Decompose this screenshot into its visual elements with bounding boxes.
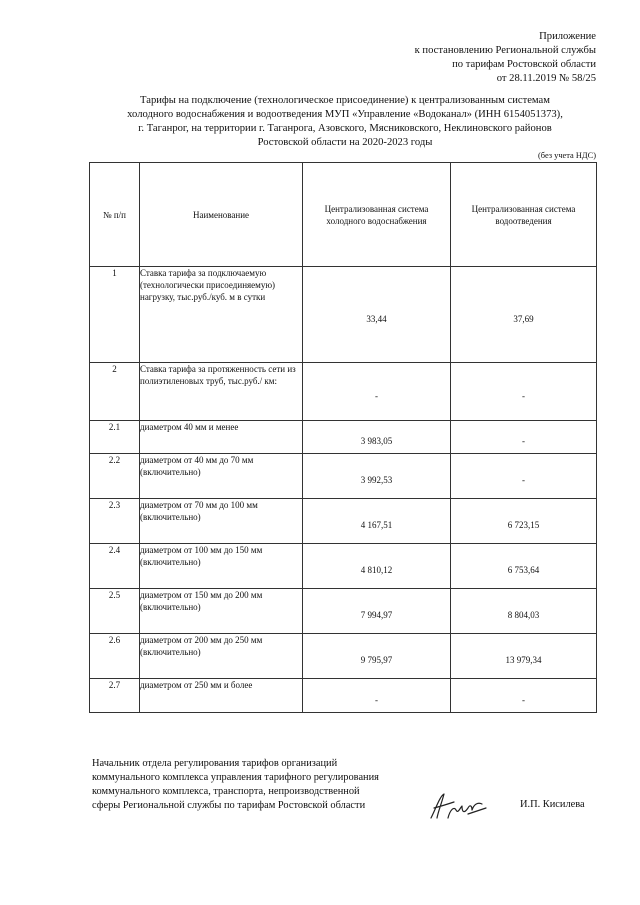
water-tariff-value bbox=[303, 589, 451, 634]
handwritten-signature bbox=[428, 788, 490, 824]
position-line: сферы Региональной службы по тарифам Ростовской области bbox=[92, 800, 366, 811]
sewer-tariff-value-text: - bbox=[522, 436, 525, 446]
header-name: Наименование bbox=[140, 163, 303, 267]
table-row bbox=[90, 544, 597, 589]
water-tariff-value bbox=[303, 454, 451, 499]
table-row bbox=[90, 634, 597, 679]
position-line: коммунального комплекса, транспорта, непроизводственной bbox=[92, 786, 360, 797]
table-header-row bbox=[90, 163, 597, 267]
sewer-tariff-value-text: - bbox=[522, 390, 525, 401]
position-line: Начальник отдела регулирования тарифов организаций bbox=[92, 758, 338, 769]
sewer-tariff-value-text: 8 804,03 bbox=[507, 610, 540, 620]
row-name: Ставка тарифа за подключаемую (технологически присоединяемую) нагрузку, тыс.руб./куб. м в сутки bbox=[140, 267, 303, 363]
sewer-tariff-value-text: - bbox=[522, 694, 525, 705]
water-tariff-value bbox=[303, 363, 451, 421]
signature-position bbox=[92, 757, 379, 813]
sewer-tariff-value bbox=[451, 544, 597, 589]
row-number: 1 bbox=[90, 267, 140, 363]
appendix-heading bbox=[415, 30, 596, 86]
water-tariff-value-text: 4 810,12 bbox=[360, 565, 393, 575]
table-row bbox=[90, 267, 597, 363]
title-line: г. Таганрог, на территории г. Таганрога, Азовского, Мясниковского, Неклиновского районов bbox=[138, 123, 552, 134]
sewer-tariff-value bbox=[451, 421, 597, 454]
row-number: 2.3 bbox=[90, 499, 140, 544]
water-tariff-value-text: - bbox=[375, 694, 378, 705]
header-water: Централизованная система холодного водоснабжения bbox=[303, 163, 451, 267]
header-sewer: Централизованная система водоотведения bbox=[451, 163, 597, 267]
sewer-tariff-value-text: 6 753,64 bbox=[507, 565, 540, 575]
title-line: Ростовской области на 2020-2023 годы bbox=[257, 137, 433, 148]
vat-note: (без учета НДС) bbox=[538, 151, 596, 160]
water-tariff-value bbox=[303, 679, 451, 713]
row-name: Ставка тарифа за протяженность сети из полиэтиленовых труб, тыс.руб./ км: bbox=[140, 363, 303, 421]
water-tariff-value-text: 33,44 bbox=[366, 313, 387, 324]
row-name: диаметром от 70 мм до 100 мм (включительно) bbox=[140, 499, 303, 544]
title-line: Тарифы на подключение (технологическое присоединение) к централизованным системам bbox=[140, 95, 550, 106]
water-tariff-value-text: 4 167,51 bbox=[360, 520, 393, 530]
water-tariff-value bbox=[303, 421, 451, 454]
water-tariff-value-text: 9 795,97 bbox=[360, 655, 393, 665]
row-name: диаметром от 200 мм до 250 мм (включительно) bbox=[140, 634, 303, 679]
row-number: 2.7 bbox=[90, 679, 140, 713]
row-name: диаметром от 100 мм до 150 мм (включительно) bbox=[140, 544, 303, 589]
row-name: диаметром от 40 мм до 70 мм (включительно) bbox=[140, 454, 303, 499]
row-number: 2.1 bbox=[90, 421, 140, 454]
sewer-tariff-value bbox=[451, 634, 597, 679]
water-tariff-value-text: 3 992,53 bbox=[360, 475, 393, 485]
sewer-tariff-value bbox=[451, 679, 597, 713]
table-row bbox=[90, 454, 597, 499]
sewer-tariff-value bbox=[451, 589, 597, 634]
table-row bbox=[90, 679, 597, 713]
table-row bbox=[90, 589, 597, 634]
appendix-line: от 28.11.2019 № 58/25 bbox=[496, 73, 596, 84]
signer-name: И.П. Кисилева bbox=[520, 799, 585, 810]
water-tariff-value-text: - bbox=[375, 390, 378, 401]
row-name: диаметром от 150 мм до 200 мм (включительно) bbox=[140, 589, 303, 634]
sewer-tariff-value bbox=[451, 454, 597, 499]
row-number: 2.4 bbox=[90, 544, 140, 589]
water-tariff-value bbox=[303, 544, 451, 589]
row-number: 2.2 bbox=[90, 454, 140, 499]
sewer-tariff-value-text: 37,69 bbox=[513, 313, 534, 324]
sewer-tariff-value bbox=[451, 267, 597, 363]
table-row bbox=[90, 499, 597, 544]
row-number: 2.6 bbox=[90, 634, 140, 679]
water-tariff-value-text: 3 983,05 bbox=[360, 436, 393, 446]
row-number: 2 bbox=[90, 363, 140, 421]
water-tariff-value bbox=[303, 267, 451, 363]
sewer-tariff-value-text: 13 979,34 bbox=[505, 655, 542, 665]
position-line: коммунального комплекса управления тарифного регулирования bbox=[92, 772, 379, 783]
row-name: диаметром 40 мм и менее bbox=[140, 421, 303, 454]
appendix-line: к постановлению Региональной службы bbox=[414, 45, 596, 56]
appendix-line: по тарифам Ростовской области bbox=[452, 59, 596, 70]
sewer-tariff-value-text: - bbox=[522, 475, 525, 485]
tariff-table bbox=[89, 162, 597, 713]
row-name: диаметром от 250 мм и более bbox=[140, 679, 303, 713]
sewer-tariff-value-text: 6 723,15 bbox=[507, 520, 540, 530]
sewer-tariff-value bbox=[451, 499, 597, 544]
table-row bbox=[90, 421, 597, 454]
document-title bbox=[80, 94, 610, 150]
water-tariff-value bbox=[303, 634, 451, 679]
water-tariff-value-text: 7 994,97 bbox=[360, 610, 393, 620]
sewer-tariff-value bbox=[451, 363, 597, 421]
row-number: 2.5 bbox=[90, 589, 140, 634]
header-num: № п/п bbox=[90, 163, 140, 267]
title-line: холодного водоснабжения и водоотведения МУП «Управление «Водоканал» (ИНН 6154051373), bbox=[127, 109, 563, 120]
water-tariff-value bbox=[303, 499, 451, 544]
appendix-line: Приложение bbox=[539, 31, 596, 42]
table-row bbox=[90, 363, 597, 421]
